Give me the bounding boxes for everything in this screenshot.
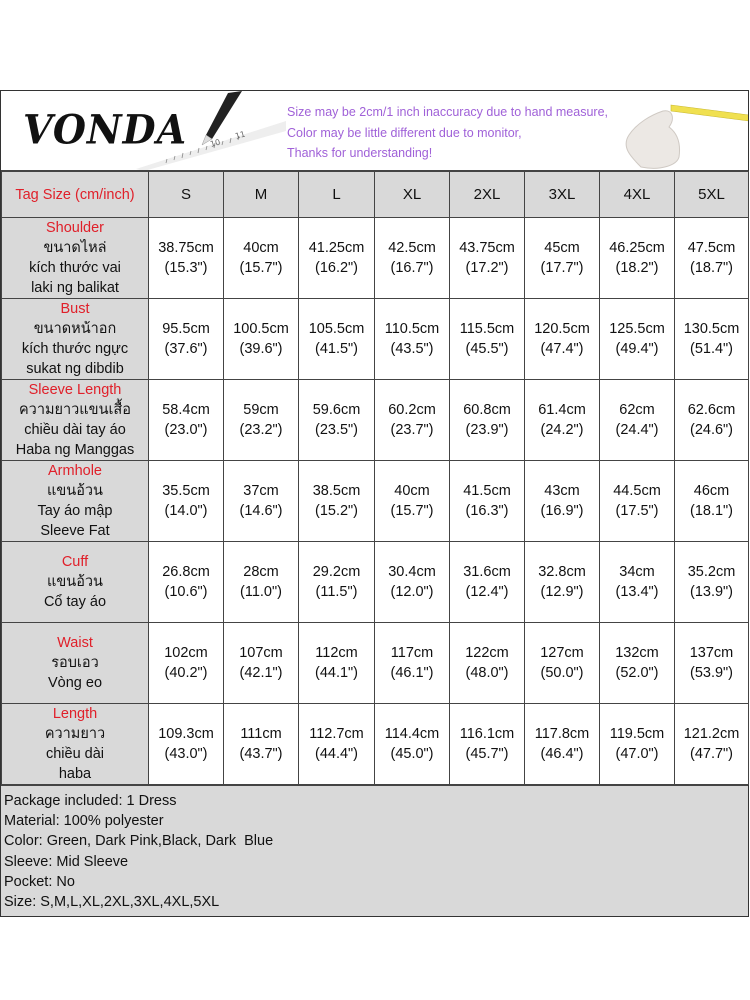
info-size: Size: S,M,L,XL,2XL,3XL,4XL,5XL bbox=[4, 894, 220, 911]
measurement-cell bbox=[149, 380, 224, 461]
measurement-cell bbox=[149, 623, 224, 704]
value-inch: (52.0") bbox=[615, 665, 659, 681]
measurement-cell bbox=[224, 461, 299, 542]
measurement-translation: haba bbox=[58, 766, 92, 782]
measurement-translation: Sleeve Fat bbox=[40, 523, 110, 539]
measurement-cell bbox=[375, 299, 450, 380]
measurement-translation: Haba ng Manggas bbox=[15, 442, 135, 458]
value-inch: (24.4") bbox=[615, 422, 659, 438]
value-cm: 32.8cm bbox=[538, 564, 586, 580]
banner bbox=[1, 91, 748, 171]
size-header-s: S bbox=[149, 172, 224, 218]
measurement-cell bbox=[375, 218, 450, 299]
value-cm: 41.25cm bbox=[308, 240, 365, 256]
info-sleeve: Sleeve: Mid Sleeve bbox=[4, 853, 129, 870]
value-cm: 45cm bbox=[544, 240, 580, 256]
svg-text:10: 10 bbox=[209, 137, 222, 149]
measurement-cell bbox=[450, 623, 525, 704]
value-cm: 95.5cm bbox=[162, 321, 210, 337]
measurement-label bbox=[2, 542, 149, 623]
value-inch: (12.9") bbox=[540, 584, 584, 600]
measurement-cell bbox=[450, 542, 525, 623]
value-inch: (18.7") bbox=[689, 260, 734, 276]
measurement-cell bbox=[224, 704, 299, 785]
value-cm: 30.4cm bbox=[388, 564, 436, 580]
measurement-translation: sukat ng dibdib bbox=[26, 361, 124, 377]
measurement-cell bbox=[450, 380, 525, 461]
value-cm: 111cm bbox=[240, 726, 282, 742]
measurement-name: Bust bbox=[60, 301, 90, 317]
value-inch: (39.6") bbox=[239, 341, 283, 357]
value-cm: 31.6cm bbox=[463, 564, 511, 580]
measurement-label bbox=[2, 380, 149, 461]
value-cm: 112.7cm bbox=[309, 726, 364, 742]
value-cm: 105.5cm bbox=[308, 321, 365, 337]
measurement-cell bbox=[149, 704, 224, 785]
measurement-translation: chiều dài bbox=[45, 746, 105, 762]
info-material: Material: 100% polyester bbox=[4, 813, 164, 830]
measurement-row-bust bbox=[2, 299, 749, 380]
value-inch: (17.2") bbox=[465, 260, 509, 276]
value-cm: 62cm bbox=[619, 402, 655, 418]
measurement-translation: ขนาดหน้าอก bbox=[33, 321, 117, 337]
value-inch: (10.6") bbox=[164, 584, 208, 600]
value-inch: (49.4") bbox=[615, 341, 659, 357]
measurement-cell bbox=[525, 542, 600, 623]
measurement-name: Waist bbox=[57, 635, 93, 651]
value-cm: 107cm bbox=[239, 645, 283, 661]
value-inch: (12.4") bbox=[465, 584, 509, 600]
value-cm: 40cm bbox=[394, 483, 430, 499]
measurement-cell bbox=[299, 623, 375, 704]
value-cm: 40cm bbox=[243, 240, 279, 256]
value-inch: (16.9") bbox=[540, 503, 584, 519]
value-cm: 114.4cm bbox=[384, 726, 440, 742]
value-inch: (23.2") bbox=[239, 422, 283, 438]
value-inch: (11.0") bbox=[240, 584, 282, 600]
measurement-cell bbox=[600, 623, 675, 704]
value-inch: (15.7") bbox=[390, 503, 434, 519]
value-inch: (46.1") bbox=[390, 665, 434, 681]
measurement-cell bbox=[525, 461, 600, 542]
value-cm: 115.5cm bbox=[459, 321, 515, 337]
tag-size-header: Tag Size (cm/inch) bbox=[2, 172, 149, 218]
measurement-cell bbox=[450, 218, 525, 299]
value-inch: (50.0") bbox=[540, 665, 584, 681]
measurement-row-length bbox=[2, 704, 749, 785]
value-inch: (13.4") bbox=[615, 584, 659, 600]
value-cm: 42.5cm bbox=[388, 240, 436, 256]
value-cm: 122cm bbox=[465, 645, 509, 661]
measurement-translation: ความยาว bbox=[44, 726, 106, 742]
measurement-cell bbox=[224, 623, 299, 704]
product-info bbox=[1, 785, 748, 916]
pencil-ruler-icon bbox=[136, 91, 286, 171]
measurement-label bbox=[2, 461, 149, 542]
measurement-rows bbox=[2, 218, 749, 785]
value-inch: (47.4") bbox=[540, 341, 584, 357]
value-inch: (24.6") bbox=[689, 422, 734, 438]
measurement-row-cuff bbox=[2, 542, 749, 623]
value-cm: 100.5cm bbox=[233, 321, 289, 337]
hand-tape-measure-icon bbox=[611, 97, 748, 171]
value-cm: 35.2cm bbox=[687, 564, 736, 580]
value-inch: (48.0") bbox=[465, 665, 509, 681]
size-header-m: M bbox=[224, 172, 299, 218]
value-cm: 137cm bbox=[689, 645, 734, 661]
measurement-cell bbox=[450, 461, 525, 542]
value-cm: 37cm bbox=[243, 483, 279, 499]
info-color: Color: Green, Dark Pink,Black, Dark Blue bbox=[4, 833, 274, 850]
value-cm: 38.75cm bbox=[158, 240, 214, 256]
measurement-cell bbox=[224, 542, 299, 623]
measurement-cell bbox=[525, 299, 600, 380]
value-cm: 58.4cm bbox=[162, 402, 210, 418]
size-header-4xl: 4XL bbox=[600, 172, 675, 218]
value-cm: 28cm bbox=[243, 564, 279, 580]
value-cm: 41.5cm bbox=[463, 483, 511, 499]
measurement-cell bbox=[675, 299, 749, 380]
measurement-cell bbox=[149, 218, 224, 299]
measurement-name: Cuff bbox=[61, 554, 89, 570]
value-cm: 60.8cm bbox=[463, 402, 511, 418]
measurement-cell bbox=[675, 704, 749, 785]
measurement-translation: Tay áo mập bbox=[37, 503, 113, 519]
measurement-cell bbox=[600, 380, 675, 461]
measurement-translation: ความยาวแขนเสื้อ bbox=[18, 402, 131, 418]
measurement-translation: laki ng balikat bbox=[31, 280, 119, 296]
measurement-row-armhole bbox=[2, 461, 749, 542]
measurement-translation: kích thước vai bbox=[29, 260, 121, 276]
value-cm: 26.8cm bbox=[162, 564, 210, 580]
measurement-cell bbox=[149, 542, 224, 623]
measurement-cell bbox=[375, 623, 450, 704]
value-cm: 102cm bbox=[164, 645, 208, 661]
measurement-cell bbox=[149, 299, 224, 380]
measurement-name: Length bbox=[52, 706, 98, 722]
note-line: Size may be 2cm/1 inch inaccuracy due to hand measure, bbox=[287, 105, 609, 119]
info-pocket: Pocket: No bbox=[4, 873, 75, 890]
measurement-cell bbox=[299, 380, 375, 461]
value-inch: (14.6") bbox=[239, 503, 283, 519]
value-cm: 125.5cm bbox=[609, 321, 665, 337]
value-inch: (23.5") bbox=[314, 422, 359, 438]
value-inch: (23.7") bbox=[390, 422, 434, 438]
value-cm: 38.5cm bbox=[312, 483, 361, 499]
value-cm: 43.75cm bbox=[459, 240, 515, 256]
measurement-cell bbox=[600, 299, 675, 380]
value-cm: 47.5cm bbox=[687, 240, 736, 256]
value-inch: (51.4") bbox=[689, 341, 734, 357]
measurement-name: Armhole bbox=[48, 463, 102, 479]
value-inch: (41.5") bbox=[314, 341, 359, 357]
size-header-3xl: 3XL bbox=[525, 172, 600, 218]
value-inch: (18.2") bbox=[615, 260, 659, 276]
value-cm: 46.25cm bbox=[609, 240, 665, 256]
value-inch: (24.2") bbox=[540, 422, 584, 438]
value-cm: 121.2cm bbox=[683, 726, 740, 742]
measurement-cell bbox=[600, 542, 675, 623]
value-cm: 132cm bbox=[615, 645, 659, 661]
value-inch: (15.7") bbox=[239, 260, 283, 276]
measurement-cell bbox=[675, 218, 749, 299]
measurement-cell bbox=[299, 299, 375, 380]
value-cm: 35.5cm bbox=[162, 483, 210, 499]
measurement-label bbox=[2, 218, 149, 299]
size-header-xl: XL bbox=[375, 172, 450, 218]
measurement-cell bbox=[525, 218, 600, 299]
measurement-cell bbox=[299, 218, 375, 299]
value-cm: 120.5cm bbox=[534, 321, 590, 337]
value-cm: 59cm bbox=[243, 402, 279, 418]
value-inch: (12.0") bbox=[390, 584, 434, 600]
value-inch: (16.2") bbox=[314, 260, 359, 276]
measurement-translation: แขนอ้วน bbox=[47, 574, 103, 590]
value-cm: 127cm bbox=[540, 645, 584, 661]
measurement-cell bbox=[299, 461, 375, 542]
note-line: Color may be little different due to monitor, bbox=[287, 125, 522, 140]
measurement-cell bbox=[600, 704, 675, 785]
measurement-translation: แขนอ้วน bbox=[47, 483, 103, 499]
value-inch: (11.5") bbox=[315, 584, 358, 600]
value-inch: (17.5") bbox=[615, 503, 659, 519]
brand-logo: VONDA bbox=[23, 105, 188, 154]
value-inch: (45.5") bbox=[465, 341, 509, 357]
value-inch: (18.1") bbox=[689, 503, 734, 519]
measurement-name: Sleeve Length bbox=[28, 382, 122, 398]
value-inch: (44.1") bbox=[314, 665, 359, 681]
measurement-cell bbox=[525, 380, 600, 461]
measurement-cell bbox=[299, 704, 375, 785]
value-inch: (14.0") bbox=[164, 503, 208, 519]
value-inch: (44.4") bbox=[314, 746, 359, 762]
value-inch: (53.9") bbox=[689, 665, 734, 681]
value-cm: 109.3cm bbox=[158, 726, 214, 742]
measurement-translation: Vòng eo bbox=[47, 675, 103, 691]
size-table bbox=[1, 171, 749, 785]
value-inch: (45.0") bbox=[390, 746, 434, 762]
measurement-cell bbox=[600, 461, 675, 542]
measurement-cell bbox=[675, 380, 749, 461]
value-cm: 43cm bbox=[544, 483, 580, 499]
measurement-row-sleeve-length bbox=[2, 380, 749, 461]
value-inch: (43.5") bbox=[390, 341, 434, 357]
value-inch: (15.2") bbox=[314, 503, 359, 519]
value-inch: (37.6") bbox=[164, 341, 208, 357]
measurement-cell bbox=[675, 542, 749, 623]
measurement-label bbox=[2, 704, 149, 785]
value-cm: 46cm bbox=[693, 483, 730, 499]
measurement-translation: ขนาดไหล่ bbox=[43, 240, 107, 256]
size-header-5xl: 5XL bbox=[675, 172, 749, 218]
value-cm: 61.4cm bbox=[538, 402, 586, 418]
measurement-label bbox=[2, 299, 149, 380]
value-cm: 110.5cm bbox=[384, 321, 440, 337]
measurement-row-waist bbox=[2, 623, 749, 704]
value-inch: (47.7") bbox=[689, 746, 734, 762]
measurement-translation: รอบเอว bbox=[51, 655, 99, 671]
measurement-cell bbox=[600, 218, 675, 299]
value-inch: (16.7") bbox=[390, 260, 434, 276]
measurement-row-shoulder bbox=[2, 218, 749, 299]
value-inch: (23.9") bbox=[465, 422, 509, 438]
measurement-translation: kích thước ngực bbox=[21, 341, 129, 357]
value-cm: 119.5cm bbox=[609, 726, 665, 742]
measurement-cell bbox=[299, 542, 375, 623]
measurement-cell bbox=[224, 218, 299, 299]
size-header-row bbox=[2, 172, 749, 218]
value-cm: 130.5cm bbox=[683, 321, 740, 337]
measurement-cell bbox=[675, 461, 749, 542]
measurement-cell bbox=[375, 380, 450, 461]
value-inch: (43.0") bbox=[164, 746, 208, 762]
measurement-cell bbox=[375, 461, 450, 542]
info-package: Package included: 1 Dress bbox=[4, 793, 177, 809]
value-inch: (13.9") bbox=[689, 584, 734, 600]
value-cm: 117.8cm bbox=[534, 726, 590, 742]
value-cm: 29.2cm bbox=[312, 564, 361, 580]
svg-text:11: 11 bbox=[234, 129, 247, 141]
value-cm: 59.6cm bbox=[312, 402, 361, 418]
value-cm: 34cm bbox=[619, 564, 655, 580]
measurement-cell bbox=[224, 380, 299, 461]
value-cm: 44.5cm bbox=[613, 483, 661, 499]
note-line: Thanks for understanding! bbox=[287, 146, 433, 160]
value-cm: 60.2cm bbox=[388, 402, 436, 418]
value-cm: 62.6cm bbox=[687, 402, 736, 418]
size-header-2xl: 2XL bbox=[450, 172, 525, 218]
value-inch: (23.0") bbox=[164, 422, 208, 438]
measurement-label bbox=[2, 623, 149, 704]
measurement-translation: chiều dài tay áo bbox=[24, 422, 126, 438]
measurement-cell bbox=[525, 704, 600, 785]
measurement-name: Shoulder bbox=[45, 220, 105, 236]
measurement-cell bbox=[375, 704, 450, 785]
value-inch: (47.0") bbox=[615, 746, 659, 762]
value-inch: (16.3") bbox=[465, 503, 509, 519]
measurement-cell bbox=[450, 299, 525, 380]
value-inch: (43.7") bbox=[239, 746, 283, 762]
measurement-cell bbox=[224, 299, 299, 380]
disclaimer-notes bbox=[287, 102, 608, 164]
size-header-l: L bbox=[299, 172, 375, 218]
value-inch: (45.7") bbox=[465, 746, 509, 762]
value-cm: 112cm bbox=[315, 645, 358, 661]
value-cm: 117cm bbox=[390, 645, 434, 661]
measurement-cell bbox=[525, 623, 600, 704]
measurement-cell bbox=[149, 461, 224, 542]
measurement-translation: Cổ tay áo bbox=[43, 594, 107, 610]
value-inch: (15.3") bbox=[164, 260, 208, 276]
measurement-cell bbox=[675, 623, 749, 704]
value-inch: (17.7") bbox=[540, 260, 584, 276]
value-cm: 116.1cm bbox=[459, 726, 515, 742]
value-inch: (40.2") bbox=[164, 665, 208, 681]
size-chart bbox=[0, 90, 749, 917]
value-inch: (42.1") bbox=[239, 665, 283, 681]
value-inch: (46.4") bbox=[540, 746, 584, 762]
measurement-cell bbox=[375, 542, 450, 623]
measurement-cell bbox=[450, 704, 525, 785]
